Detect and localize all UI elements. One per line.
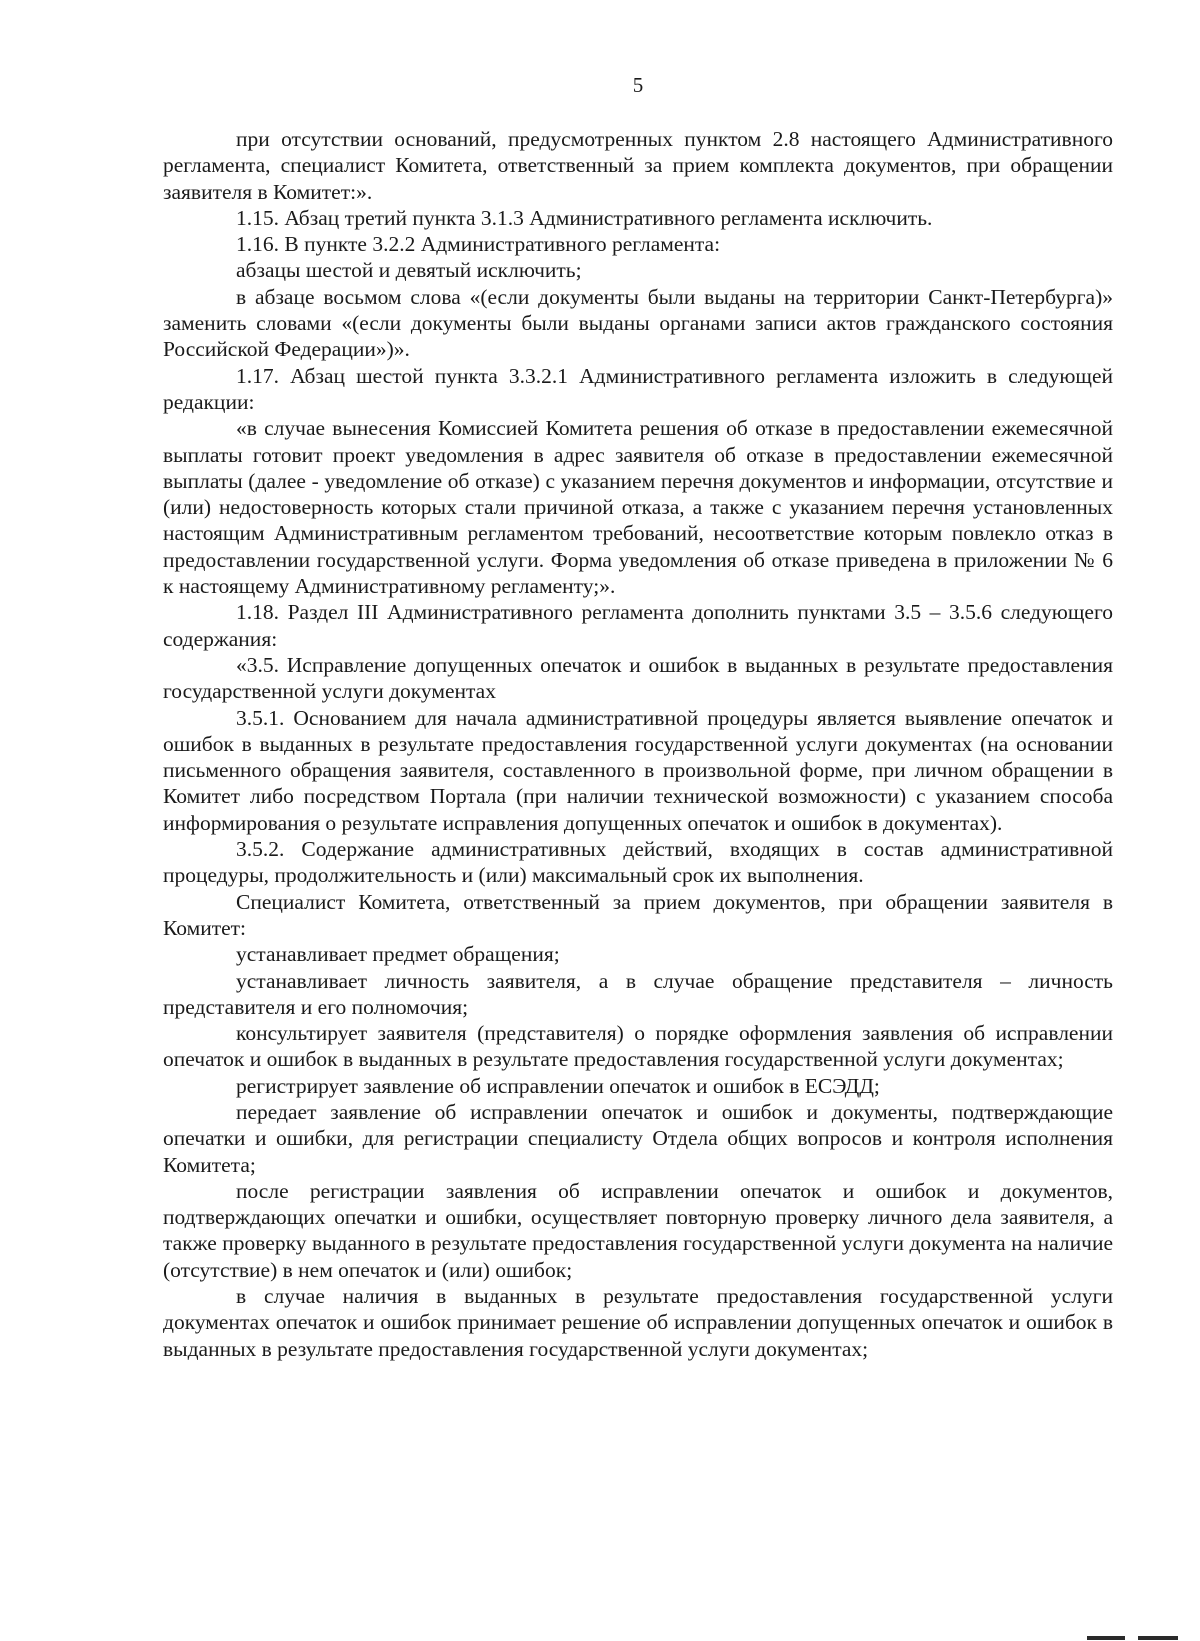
paragraph: Специалист Комитета, ответственный за прием документов, при обращении заявителя в Комитет:	[163, 889, 1113, 940]
paragraph: консультирует заявителя (представителя) о порядке оформления заявления об исправлении опечаток и ошибок в выданных в результате предоставления государственной услуги документах;	[163, 1021, 1113, 1072]
paragraph: 3.5.2. Содержание административных действий, входящих в состав административной процедуры, продолжительность и (или) максимальный срок их выполнения.	[163, 837, 1113, 888]
paragraph: 1.16. В пункте 3.2.2 Административного регламента:	[236, 232, 721, 257]
paragraph: передает заявление об исправлении опечаток и ошибок и документы, подтверждающие опечатки и ошибки, для регистрации специалисту Отдела общих вопросов и контроля исполнения Комитета;	[163, 1099, 1113, 1177]
paragraph: абзацы шестой и девятый исключить;	[236, 258, 582, 283]
paragraph: «в случае вынесения Комиссией Комитета решения об отказе в предоставлении ежемесячной выплаты готовит проект уведомления в адрес заявителя об отказе в предоставлении ежемесячной выплаты (далее - уведомление об отказе) с указанием перечня документов и информации, отсутствие и (или) недостоверность которых стали причиной отказа, а также с указанием перечня установленных настоящим Административным регламентом требований, несоответствие которым повлекло отказ в предоставлении государственной услуги. Форма уведомления об отказе приведена в приложении № 6 к настоящему Административному регламенту;».	[163, 416, 1113, 599]
paragraph: устанавливает предмет обращения;	[236, 942, 560, 967]
scan-edge-mark	[1087, 1636, 1125, 1640]
scan-edge-mark	[1138, 1636, 1178, 1640]
paragraph: регистрирует заявление об исправлении опечаток и ошибок в ЕСЭДД;	[236, 1073, 880, 1098]
paragraph: 3.5.1. Основанием для начала административной процедуры является выявление опечаток и ошибок в выданных в результате предоставления государственной услуги документах (на основании письменного обращения заявителя, составленного в произвольной форме, при личном обращении в Комитет либо посредством Портала (при наличии технической возможности) с указанием способа информирования о результате исправления допущенных опечаток и ошибок в документах).	[163, 705, 1113, 835]
paragraph: после регистрации заявления об исправлении опечаток и ошибок и документов, подтверждающих опечатки и ошибки, осуществляет повторную проверку личного дела заявителя, а также проверку выданного в результате предоставления государственной услуги документа на наличие (отсутствие) в нем опечаток и (или) ошибок;	[163, 1178, 1113, 1282]
paragraph: 1.17. Абзац шестой пункта 3.3.2.1 Административного регламента изложить в следующей редакции:	[163, 363, 1113, 414]
paragraph: 1.18. Раздел III Административного регламента дополнить пунктами 3.5 – 3.5.6 следующего содержания:	[163, 600, 1113, 651]
paragraph: устанавливает личность заявителя, а в случае обращение представителя – личность представителя и его полномочия;	[163, 968, 1113, 1019]
paragraph: при отсутствии оснований, предусмотренных пунктом 2.8 настоящего Административного регламента, специалист Комитета, ответственный за прием комплекта документов, при обращении заявителя в Комитет:».	[163, 127, 1113, 204]
paragraph: 1.15. Абзац третий пункта 3.1.3 Административного регламента исключить.	[236, 205, 933, 230]
paragraph: «3.5. Исправление допущенных опечаток и ошибок в выданных в результате предоставления государственной услуги документах	[163, 652, 1113, 704]
page-number: 5	[632, 73, 644, 97]
paragraph: в абзаце восьмом слова «(если документы были выданы на территории Санкт-Петербурга)» заменить словами «(если документы были выданы органами записи актов гражданского состояния Российской Федерации»)».	[163, 284, 1113, 362]
document-body	[163, 126, 1113, 1362]
paragraph: в случае наличия в выданных в результате предоставления государственной услуги документах опечаток и ошибок принимает решение об исправлении допущенных опечаток и ошибок в выданных в результате предоставления государственной услуги документах;	[163, 1284, 1113, 1361]
